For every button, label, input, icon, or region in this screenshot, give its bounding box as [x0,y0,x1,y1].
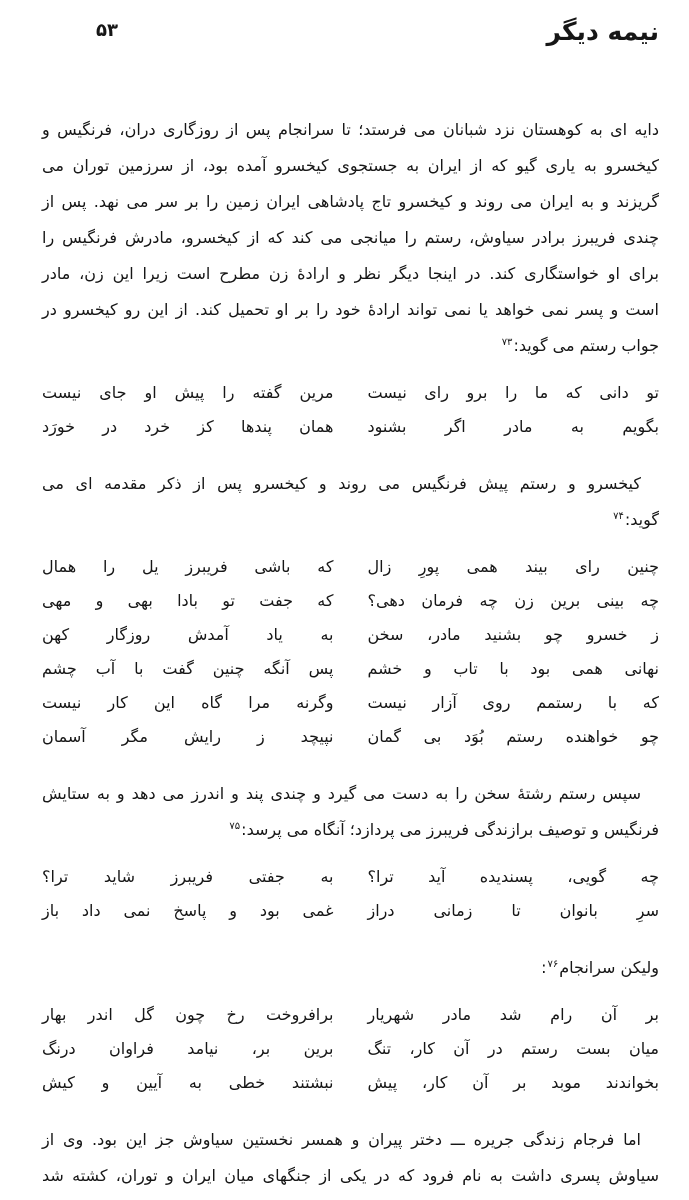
paragraph-line [42,220,659,256]
paragraph [42,776,659,848]
line-text: دایه ای به کوهستان نزد شبانان می فرستد؛ تا سرانجام پس از روزگاری دران، فرنگیس و [42,120,659,139]
line-text: سیاوش پسری داشت به نام فرود که در یکی از جنگهای میان ایران و توران، کشته شد [42,1166,659,1185]
poem-couplet [42,1032,659,1066]
hemistich-left: همان پندها کز خرد در خورَد [42,417,334,436]
hemistich-right: چه بینی برین زن چه فرمان دهی؟ [367,591,659,610]
hemistich-left: وگرنه مرا گاه این کار نیست [42,693,334,712]
paragraph-line [42,776,659,812]
poem-couplet [42,686,659,720]
poem-couplet [42,584,659,618]
paragraph-line [42,256,659,292]
hemistich-left: مرین گفته را پیش او جای نیست [42,383,334,402]
paragraph-line [42,466,659,502]
hemistich-right: چنین رای بیند همی پورِ زال [367,557,659,576]
poem-couplet [42,550,659,584]
paragraph-line [42,502,659,538]
poem-block [42,376,659,444]
paragraph [42,1122,659,1194]
hemistich-left: نبشتند خطی به آیین و کیش [42,1073,334,1092]
hemistich-right: بخواندند موبد بر آن کار، پیش [367,1073,659,1092]
hemistich-left: که جفت تو بادا بهی و مهی [42,591,334,610]
poem-couplet [42,720,659,754]
hemistich-left: غمی بود و پاسخ نمی داد باز [42,901,334,920]
paragraph-line [42,1122,659,1158]
hemistich-right: سرِ بانوان تا زمانی دراز [367,901,659,920]
line-text: برای او خواستگاری کند. در اینجا دیگر نظر و ارادهٔ زن مطرح است زیرا این زن، مادر [42,264,659,283]
hemistich-right: میان بست رستم در آن کار، تنگ [367,1039,659,1058]
hemistich-left: به جفتی فریبرز شاید ترا؟ [42,867,334,886]
poem-couplet [42,618,659,652]
line-text: ولیکن سرانجام [559,958,659,977]
paragraph-line [42,328,659,364]
hemistich-right: بگویم به مادر اگر بشنود [367,417,659,436]
paragraph-line [42,148,659,184]
hemistich-left: نپیچد ز رایش مگر آسمان [42,727,334,746]
paragraph-line [42,184,659,220]
hemistich-right: بر آن رام شد مادر شهریار [367,1005,659,1024]
paragraph-line [42,812,659,848]
line-text: گوید: [624,510,659,529]
paragraph-line [42,1158,659,1194]
poem-couplet [42,894,659,928]
poem-couplet [42,860,659,894]
footnote-ref: ۷۵ [229,820,241,832]
page-number: ۵۳ [96,20,118,41]
poem-block [42,860,659,928]
poem-block [42,550,659,754]
footnote-ref: ۷۶ [547,958,559,970]
footnote-ref: ۷۴ [613,510,624,522]
poem-couplet [42,998,659,1032]
hemistich-right: ز خسرو چو بشنید مادر، سخن [367,625,659,644]
line-text: جواب رستم می گوید: [513,336,659,355]
footnote-ref: ۷۳ [501,336,513,348]
line-text: گریزند و به ایران می روند و کیخسرو تاج پادشاهی ایران زمین را بر سر می نهد. پس از [42,192,659,211]
hemistich-left: که باشی فریبرز یل را همال [42,557,334,576]
hemistich-left: به یاد آمدش روزگار کهن [42,625,334,644]
hemistich-right: چو خواهنده رستم بُوَد بی گمان [367,727,659,746]
paragraph-line [42,112,659,148]
line-text: اما فرجام زندگی جریره ـــ دختر پیران و همسر نخستین سیاوش جز این بود. وی از [42,1130,641,1149]
paragraph [42,112,659,364]
paragraph-line [42,950,659,986]
hemistich-left: برین بر، نیامد فراوان درنگ [42,1039,334,1058]
line-text-after: : [541,958,547,977]
hemistich-right: تو دانی که ما را برو رای نیست [367,383,659,402]
paragraph-line [42,292,659,328]
line-text: چندی فریبرز برادر سیاوش، رستم را میانجی می کند که از کیخسرو، مادرش فرنگیس را [42,228,659,247]
poem-couplet [42,410,659,444]
line-text: کیخسرو به یاری گیو که از ایران به جستجوی کیخسرو آمده بود، از سرزمین توران می [42,156,659,175]
paragraph [42,466,659,538]
poem-couplet [42,1066,659,1100]
poem-couplet [42,652,659,686]
journal-title: نیمه دیگر [546,17,659,46]
page-header [42,14,659,50]
hemistich-left: پس آنگه چنین گفت با آب چشم [42,659,334,678]
hemistich-right: نهانی همی بود با تاب و خشم [367,659,659,678]
line-text: است و پسر نمی خواهد یا نمی تواند ارادهٔ خود را بر او تحمیل کند. از این رو کیخسرو در [42,300,659,319]
hemistich-right: چه گویی، پسندیده آید ترا؟ [367,867,659,886]
hemistich-right: که با رستمم روی آزار نیست [367,693,659,712]
paragraph [42,950,659,986]
line-text: کیخسرو و رستم پیش فرنگیس می روند و کیخسرو پس از ذکر مقدمه ای می [42,474,641,493]
poem-block [42,998,659,1100]
line-text: سپس رستم رشتهٔ سخن را به دست می گیرد و چندی پند و اندرز می دهد و به ستایش [42,784,641,803]
hemistich-left: برافروخت رخ چون گل اندر بهار [42,1005,334,1024]
line-text: فرنگیس و توصیف برازندگی فریبرز می پردازد؛ آنگاه می پرسد: [241,820,659,839]
poem-couplet [42,376,659,410]
page-body [42,112,659,1194]
